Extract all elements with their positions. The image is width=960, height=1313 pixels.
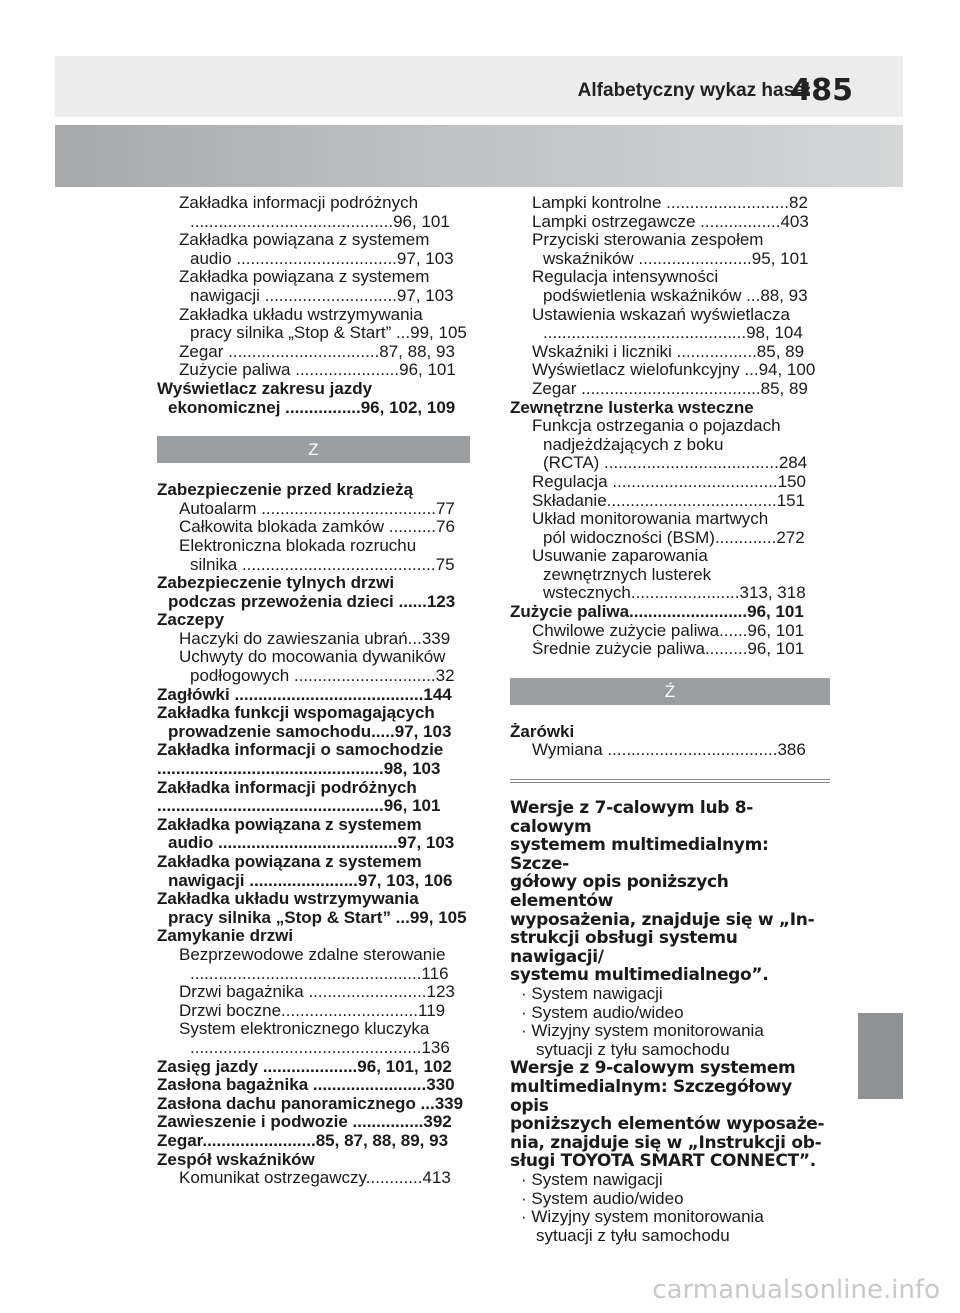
note-heading-line: systemu multimedialnego”. <box>510 965 769 986</box>
index-entry: silnika .........................................75 <box>190 555 455 574</box>
index-entry: Elektroniczna blokada rozruchu <box>179 536 417 555</box>
index-heading: Zakładka powiązana z systemem <box>157 853 422 871</box>
index-entry: Średnie zużycie paliwa.........96, 101 <box>532 640 805 659</box>
index-entry: zewnętrznych lusterek <box>543 565 712 584</box>
index-heading: Żarówki <box>510 722 575 741</box>
note-heading-line: strukcji obsługi systemu nawigacji/ <box>510 928 738 967</box>
index-entry: Bezprzewodowe zdalne sterowanie <box>179 945 446 964</box>
index-entry: Zużycie paliwa ......................96, 101 <box>179 361 456 380</box>
note-bullet-item: · System nawigacji <box>521 983 663 1003</box>
index-entry: Zakładka powiązana z systemem <box>179 268 430 287</box>
index-heading: prowadzenie samochodu.....97, 103 <box>168 722 452 741</box>
index-heading: ekonomicznej ................96, 102, 109 <box>168 398 456 417</box>
index-entry: Zakładka informacji podróżnych <box>179 194 419 212</box>
index-heading: Zespół wskaźników <box>157 1150 315 1169</box>
index-heading: Zabezpieczenie tylnych drzwi <box>157 574 395 593</box>
index-entry: Zegar ................................87, 88, 93 <box>179 342 455 361</box>
index-heading: Zasłona dachu panoramicznego ...339 <box>157 1094 464 1113</box>
index-heading: Zasięg jazdy ....................96, 101, 102 <box>157 1057 452 1076</box>
index-entry: Autoalarm .....................................77 <box>179 499 455 518</box>
index-heading: Zabezpieczenie przed kradzieżą <box>157 481 414 500</box>
index-heading: pracy silnika „Stop & Start” ...99, 105 <box>168 908 467 927</box>
index-entry: Funkcja ostrzegania o pojazdach <box>532 417 781 436</box>
index-entry: pracy silnika „Stop & Start” ...99, 105 <box>190 324 467 343</box>
note-bullet-item: · Wizyjny system monitorowania <box>521 1207 764 1227</box>
index-heading: Zamykanie drzwi <box>157 927 294 946</box>
note-heading-line: nia, znajduje się w „Instrukcji ob- <box>510 1132 822 1153</box>
index-entry: Drzwi boczne.............................119 <box>179 1001 446 1020</box>
index-entry: Przyciski sterowania zespołem <box>532 231 764 250</box>
index-entry: podświetlenia wskaźników ...88, 93 <box>543 286 808 305</box>
index-heading: Zakładka powiązana z systemem <box>157 815 422 834</box>
index-heading: Zakładka informacji o samochodzie <box>157 741 444 760</box>
note-heading-line: wyposażenia, znajduje się w „In- <box>510 909 815 930</box>
page-number: 485 <box>790 73 853 108</box>
index-entry: Drzwi bagażnika .........................123 <box>179 983 455 1002</box>
note-bullet-item: · System nawigacji <box>521 1169 663 1189</box>
index-entry: System elektronicznego kluczyka <box>179 1020 430 1039</box>
index-heading: Zagłówki ........................................144 <box>157 685 452 704</box>
index-entry: Składanie....................................151 <box>532 491 806 510</box>
index-entry: Regulacja ...................................150 <box>532 472 807 491</box>
index-entry: .................................................136 <box>190 1038 450 1057</box>
index-entry: audio ..................................97, 103 <box>190 249 454 268</box>
section-rule <box>510 779 830 783</box>
note-bullet-item: · System audio/wideo <box>521 1188 684 1208</box>
index-entry: Usuwanie zaparowania <box>532 547 708 566</box>
index-entry: Chwilowe zużycie paliwa......96, 101 <box>532 621 805 640</box>
note-heading-line: Wersje z 9-calowym systemem <box>510 1058 796 1079</box>
index-entry: ...........................................98, 104 <box>543 324 803 343</box>
index-heading: Wyświetlacz zakresu jazdy <box>157 379 373 398</box>
index-heading: Zaczepy <box>157 611 225 630</box>
letter-divider: Ź <box>510 678 830 705</box>
index-entry: Układ monitorowania martwych <box>532 510 769 529</box>
index-heading: ................................................98, 103 <box>157 760 441 779</box>
index-entry: Wymiana ....................................386 <box>532 741 806 760</box>
notes-section <box>510 799 830 1245</box>
index-entry: Uchwyty do mocowania dywaników <box>179 648 446 667</box>
note-bullet-item: · System audio/wideo <box>521 1002 684 1022</box>
index-entry: Regulacja intensywności <box>532 268 719 287</box>
note-bullet-item: · Wizyjny system monitorowania <box>521 1021 764 1041</box>
index-heading: Zewnętrzne lusterka wsteczne <box>510 398 754 417</box>
index-heading: ................................................96, 101 <box>157 797 441 816</box>
index-heading: podczas przewożenia dzieci ......123 <box>168 592 456 611</box>
index-entry: Całkowita blokada zamków ..........76 <box>179 518 455 537</box>
section-title: Alfabetyczny wykaz haseł <box>577 80 810 101</box>
index-column-left <box>157 194 470 1188</box>
note-heading-line: gółowy opis poniższych elementów <box>510 872 729 911</box>
index-entry: Ustawienia wskazań wyświetlacza <box>532 305 790 324</box>
index-entry: Lampki kontrolne ..........................82 <box>532 194 808 212</box>
index-entry: podłogowych ..............................32 <box>190 667 455 686</box>
index-entry: wstecznych.......................313, 318 <box>543 584 806 603</box>
index-entry: ...........................................96, 101 <box>190 212 450 231</box>
index-heading: Zużycie paliwa.........................96, 101 <box>510 603 804 622</box>
letter-divider: Z <box>157 436 470 463</box>
index-heading: Zegar........................85, 87, 88, 89, 93 <box>157 1131 449 1150</box>
note-heading-line: Wersje z 7-calowym lub 8-calowym <box>510 798 754 837</box>
index-entry: Wskaźniki i liczniki .................85, 89 <box>532 342 805 361</box>
index-entry: Zegar ......................................85, 89 <box>532 379 808 398</box>
index-entry: (RCTA) .....................................284 <box>543 454 808 473</box>
index-entries-right <box>510 194 830 783</box>
index-entry: .................................................116 <box>190 964 449 983</box>
header-gradient-bar <box>55 125 903 187</box>
index-entry: wskaźników ........................95, 101 <box>543 249 809 268</box>
index-column-right <box>510 194 830 1245</box>
index-heading: Zakładka funkcji wspomagających <box>157 704 435 723</box>
note-heading-line: sługi TOYOTA SMART CONNECT”. <box>510 1151 816 1172</box>
index-entry: Komunikat ostrzegawczy............413 <box>179 1169 451 1188</box>
index-entry: Wyświetlacz wielofunkcyjny ...94, 100 <box>532 361 816 380</box>
note-bullet-item: sytuacji z tyłu samochodu <box>536 1039 730 1059</box>
index-entry: nadjeżdżających z boku <box>543 435 724 454</box>
watermark: carmanualsonline.info <box>652 1275 940 1305</box>
index-heading: audio ......................................97, 103 <box>168 834 455 853</box>
index-entry: pól widoczności (BSM).............272 <box>543 528 805 547</box>
index-heading: Zakładka informacji podróżnych <box>157 778 417 797</box>
index-heading: Zasłona bagażnika ........................330 <box>157 1076 455 1095</box>
index-entry: Haczyki do zawieszania ubrań...339 <box>179 629 451 648</box>
index-heading: Zakładka układu wstrzymywania <box>157 890 419 909</box>
index-entry: Zakładka układu wstrzymywania <box>179 305 423 324</box>
index-heading: Zawieszenie i podwozie ...............392 <box>157 1113 452 1132</box>
note-bullet-item: sytuacji z tyłu samochodu <box>536 1225 730 1245</box>
note-heading-line: multimedialnym: Szczegółowy opis <box>510 1076 792 1116</box>
index-heading: nawigacji .......................97, 103, 106 <box>168 871 453 890</box>
chapter-tab <box>858 1013 903 1099</box>
note-heading-line: poniższych elementów wyposaże- <box>510 1114 825 1135</box>
index-entry: Zakładka powiązana z systemem <box>179 231 430 250</box>
index-entry: Lampki ostrzegawcze .................403 <box>532 212 809 231</box>
index-entry: nawigacji ............................97, 103 <box>190 286 454 305</box>
note-heading-line: systemem multimedialnym: Szcze- <box>510 835 769 874</box>
